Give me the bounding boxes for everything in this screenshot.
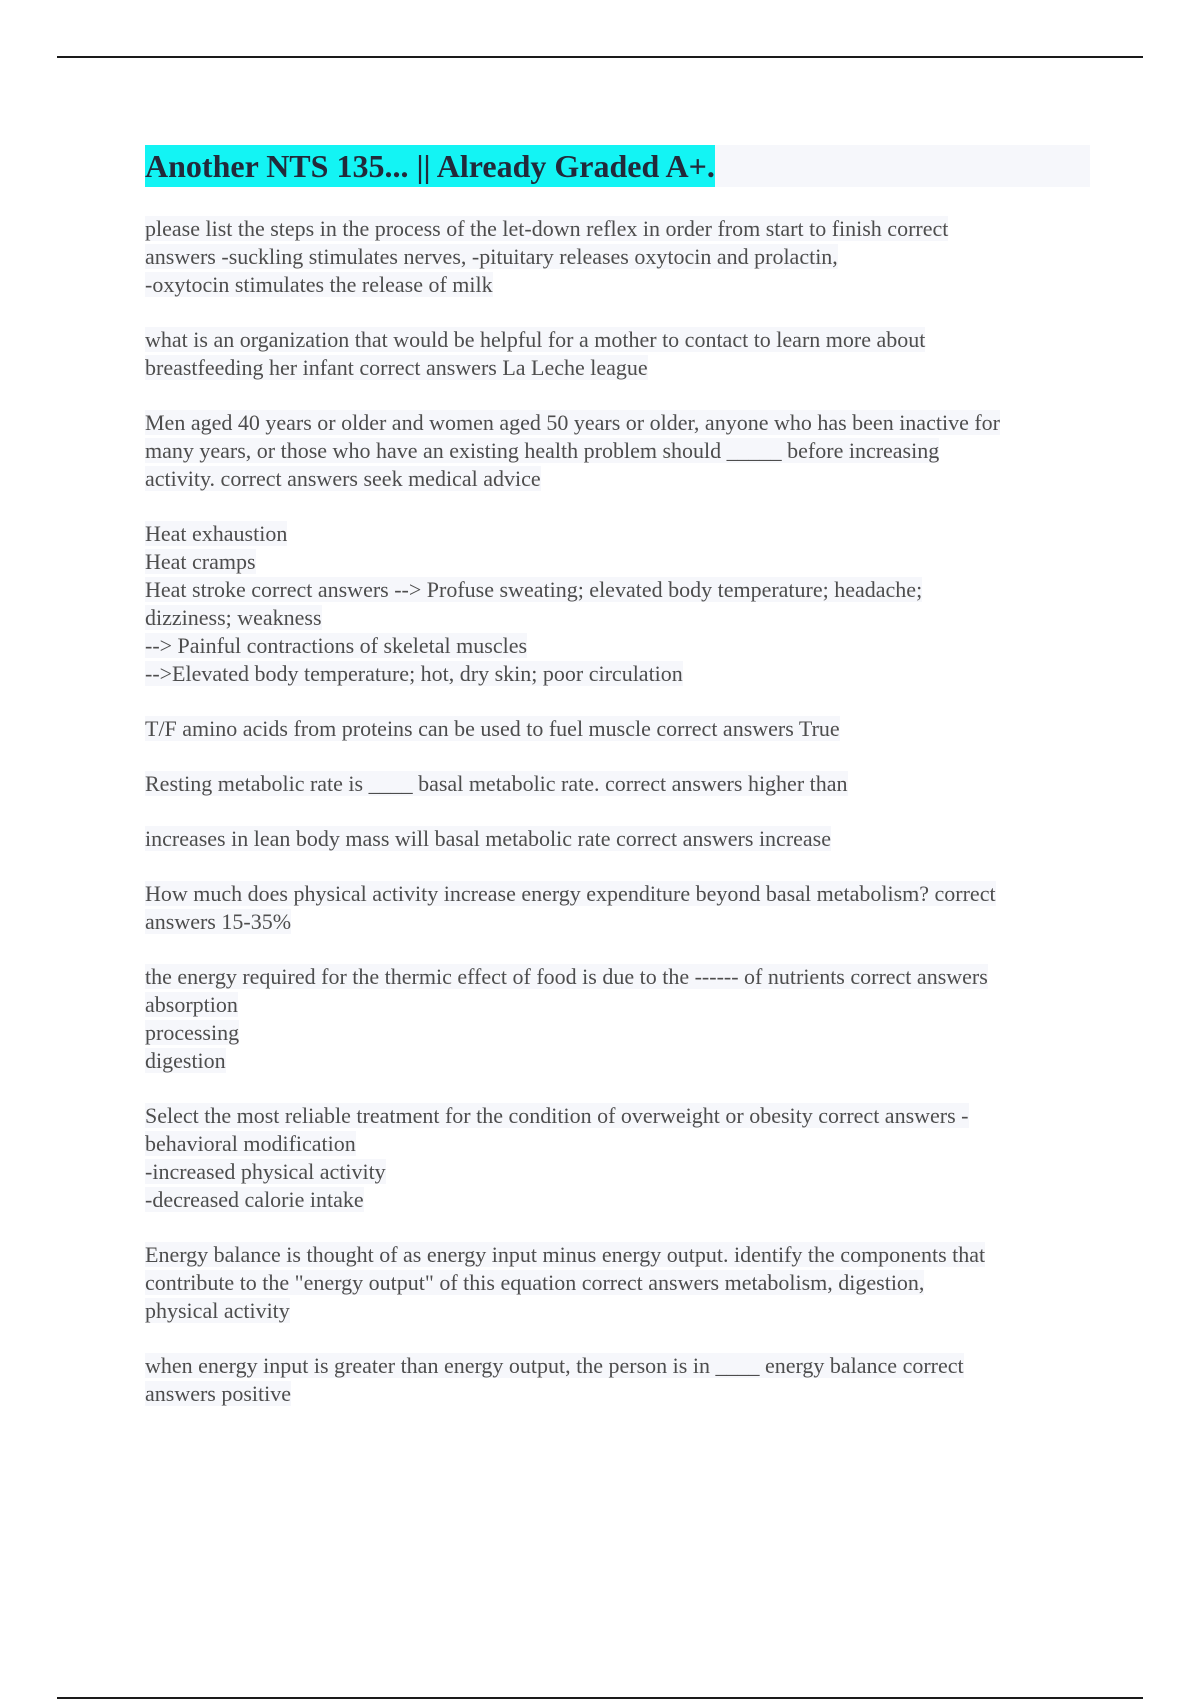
qa-line-text: answers positive — [145, 1381, 292, 1406]
qa-entry — [145, 520, 1090, 688]
qa-line-text: please list the steps in the process of the let-down reflex in order from start to finish correct — [145, 216, 949, 241]
qa-line-text: How much does physical activity increase energy expenditure beyond basal metabolism? correct — [145, 881, 996, 906]
qa-line — [145, 1130, 1090, 1158]
qa-line — [145, 1047, 1090, 1075]
qa-line — [145, 354, 1090, 382]
qa-line-text: -->Elevated body temperature; hot, dry skin; poor circulation — [145, 661, 683, 686]
qa-entry — [145, 770, 1090, 798]
qa-line — [145, 1297, 1090, 1325]
qa-line-text: Men aged 40 years or older and women aged 50 years or older, anyone who has been inactive for — [145, 410, 1000, 435]
qa-line-text: many years, or those who have an existing health problem should _____ before increasing — [145, 438, 940, 463]
qa-line-text: T/F amino acids from proteins can be used to fuel muscle correct answers True — [145, 716, 840, 741]
qa-line-text: contribute to the "energy output" of this equation correct answers metabolism, digestion, — [145, 1270, 925, 1295]
qa-line — [145, 271, 1090, 299]
qa-line-text: what is an organization that would be helpful for a mother to contact to learn more about — [145, 327, 926, 352]
qa-entry — [145, 409, 1090, 493]
qa-line — [145, 963, 1090, 991]
qa-line — [145, 437, 1090, 465]
qa-line — [145, 576, 1090, 604]
qa-line — [145, 660, 1090, 688]
qa-line-text: Heat stroke correct answers --> Profuse sweating; elevated body temperature; headache; — [145, 577, 923, 602]
qa-line-text: -increased physical activity — [145, 1159, 386, 1184]
qa-entry — [145, 326, 1090, 382]
qa-entry — [145, 1352, 1090, 1408]
qa-entry — [145, 215, 1090, 299]
qa-line-text: answers -suckling stimulates nerves, -pituitary releases oxytocin and prolactin, — [145, 244, 838, 269]
qa-entry — [145, 1102, 1090, 1214]
qa-line-text: Energy balance is thought of as energy input minus energy output. identify the components that — [145, 1242, 986, 1267]
qa-line — [145, 1019, 1090, 1047]
qa-line — [145, 1186, 1090, 1214]
qa-line-text: -oxytocin stimulates the release of milk — [145, 272, 493, 297]
qa-entry — [145, 963, 1090, 1075]
qa-line-text: digestion — [145, 1048, 226, 1073]
qa-line — [145, 326, 1090, 354]
top-rule — [57, 56, 1143, 58]
qa-line-text: Select the most reliable treatment for the condition of overweight or obesity correct answers - — [145, 1103, 969, 1128]
qa-line-text: Resting metabolic rate is ____ basal metabolic rate. correct answers higher than — [145, 771, 848, 796]
qa-line — [145, 825, 1090, 853]
qa-line — [145, 409, 1090, 437]
title-row — [145, 145, 1090, 187]
qa-line — [145, 465, 1090, 493]
qa-entry — [145, 825, 1090, 853]
qa-line — [145, 604, 1090, 632]
qa-line-text: activity. correct answers seek medical advice — [145, 466, 541, 491]
qa-list — [145, 215, 1090, 1408]
qa-line-text: physical activity — [145, 1298, 290, 1323]
bottom-rule — [57, 1697, 1143, 1699]
qa-line — [145, 715, 1090, 743]
qa-line — [145, 520, 1090, 548]
qa-line-text: absorption — [145, 992, 238, 1017]
qa-line — [145, 1158, 1090, 1186]
qa-line-text: answers 15-35% — [145, 909, 292, 934]
qa-line — [145, 243, 1090, 271]
qa-line — [145, 1352, 1090, 1380]
qa-line — [145, 880, 1090, 908]
qa-line — [145, 1269, 1090, 1297]
document-body — [145, 145, 1090, 1435]
qa-line — [145, 1380, 1090, 1408]
qa-line-text: Heat cramps — [145, 549, 256, 574]
qa-line-text: breastfeeding her infant correct answers La Leche league — [145, 355, 648, 380]
qa-line — [145, 215, 1090, 243]
qa-line-text: increases in lean body mass will basal metabolic rate correct answers increase — [145, 826, 831, 851]
qa-line-text: dizziness; weakness — [145, 605, 322, 630]
qa-line-text: -decreased calorie intake — [145, 1187, 364, 1212]
qa-line — [145, 1241, 1090, 1269]
qa-line — [145, 1102, 1090, 1130]
qa-line — [145, 908, 1090, 936]
qa-entry — [145, 1241, 1090, 1325]
qa-line-text: behavioral modification — [145, 1131, 356, 1156]
qa-line — [145, 991, 1090, 1019]
qa-line — [145, 548, 1090, 576]
qa-line — [145, 770, 1090, 798]
qa-line-text: --> Painful contractions of skeletal muscles — [145, 633, 528, 658]
qa-line-text: the energy required for the thermic effect of food is due to the ------ of nutrients correct answers — [145, 964, 988, 989]
document-title: Another NTS 135... || Already Graded A+. — [145, 145, 715, 187]
qa-line-text: when energy input is greater than energy output, the person is in ____ energy balance correct — [145, 1353, 964, 1378]
qa-entry — [145, 715, 1090, 743]
qa-entry — [145, 880, 1090, 936]
qa-line-text: processing — [145, 1020, 240, 1045]
qa-line — [145, 632, 1090, 660]
qa-line-text: Heat exhaustion — [145, 521, 288, 546]
